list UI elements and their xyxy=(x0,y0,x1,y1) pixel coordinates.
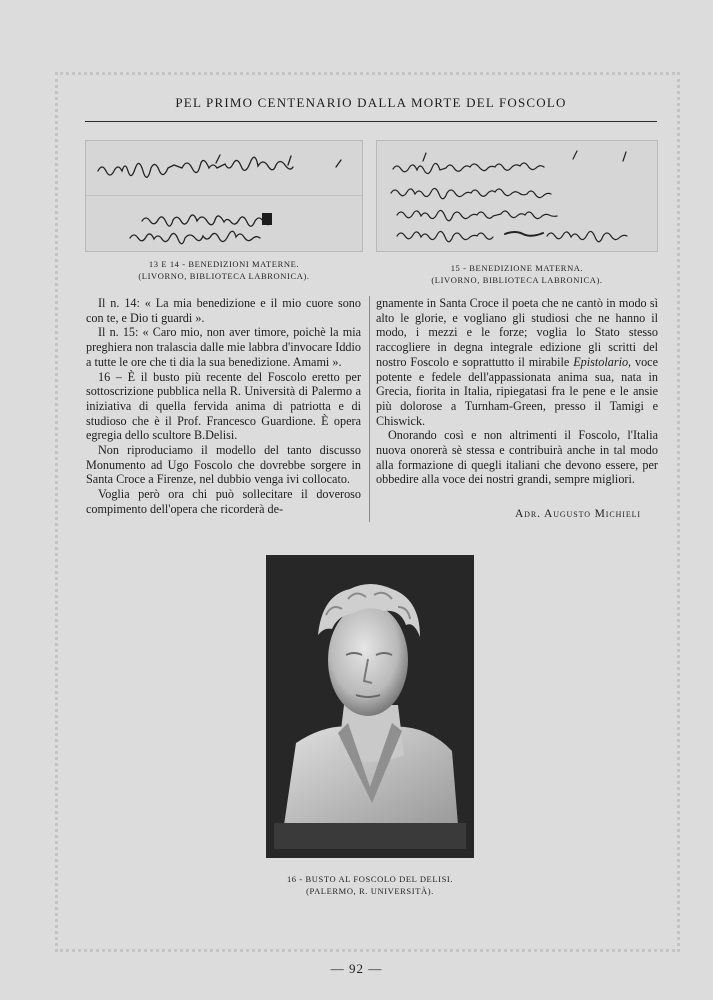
figure-caption-13-14 xyxy=(85,258,363,282)
paragraph: Onorando così e non altrimenti il Foscolo, l'Italia nuova onorerà sè stessa e contribuirà anche in tal modo alla formazione di quegli italiani che devono essere, per obbedire alla voce dei nostri grandi, sempre migliori. xyxy=(376,428,658,487)
paragraph: Non riproduciamo il modello del tanto discusso Monumento ad Ugo Foscolo che dovrebbe sorgere in Santa Croce a Firenze, nel dubbio venga ivi collocato. xyxy=(86,443,361,487)
column-rule xyxy=(369,296,370,522)
paragraph: Voglia però ora chi può sollecitare il doveroso compimento dell'opera che ricorderà de- xyxy=(86,487,361,516)
page-number: — 92 — xyxy=(330,961,383,976)
handwriting-image xyxy=(377,141,659,253)
header-rule xyxy=(85,121,657,122)
caption-line: (LIVORNO, BIBLIOTECA LABRONICA). xyxy=(431,275,603,285)
caption-line: (PALERMO, R. UNIVERSITÀ). xyxy=(306,886,434,896)
caption-line: 16 - BUSTO AL FOSCOLO DEL DELISI. xyxy=(286,874,454,884)
bust-photograph xyxy=(266,555,474,858)
caption-line: 13 E 14 - BENEDIZIONI MATERNE. xyxy=(148,259,300,269)
handwriting-facsimile-15 xyxy=(376,140,658,252)
text-column-right xyxy=(376,296,658,487)
paragraph-text: gnamente in Santa Croce il poeta che ne cantò in modo sì alto le glorie, e vogliano gli studiosi che ne hanno il modo, i mezzi e le forze; voglia lo Stato stesso raccogliere in degna integrale edizione gli scritti del nostro Foscolo e soprattutto il mirabile xyxy=(376,296,658,369)
paragraph-text: voce potente e fedele dell'appassionata anima sua, nata in Grecia, fiorita in Italia, ripiegatasi fra le pene e le ansie più dolorose a Turnham-Green, presso il Tamigi e Chiswick. xyxy=(376,354,658,428)
paragraph: Il n. 15: « Caro mio, non aver timore, poichè la mia preghiera non tralascia dalle mie labbra d'invocare Iddio a tutte le ore che ti dia la sua benedizione. Amami ». xyxy=(86,325,361,369)
author-signature: Adr. Augusto Michieli xyxy=(514,508,641,520)
paragraph: 16 – È il busto più recente del Foscolo eretto per sottoscrizione pubblica nella R. Università di Palermo a iniziativa di quella fervida anima di patriotta e di studioso che è il Prof. Francesco Guardione. È opera egregia dello scultore B.Delisi. xyxy=(86,369,361,443)
italic-title: Epistolario, xyxy=(573,354,632,369)
figure-caption-15 xyxy=(376,262,658,286)
paragraph: Il n. 14: « La mia benedizione e il mio cuore sono con te, e Dio ti guardi ». xyxy=(86,296,361,325)
paragraph xyxy=(376,296,658,428)
photo-caption xyxy=(200,873,540,897)
handwriting-facsimile-13-14 xyxy=(85,140,363,252)
caption-line: 15 - BENEDIZIONE MATERNA. xyxy=(450,263,584,273)
handwriting-image xyxy=(86,141,364,253)
bust-image xyxy=(266,555,474,858)
running-title: PEL PRIMO CENTENARIO DALLA MORTE DEL FOSCOLO xyxy=(175,95,567,110)
caption-line: (LIVORNO, BIBLIOTECA LABRONICA). xyxy=(138,271,310,281)
text-column-left xyxy=(86,296,361,517)
